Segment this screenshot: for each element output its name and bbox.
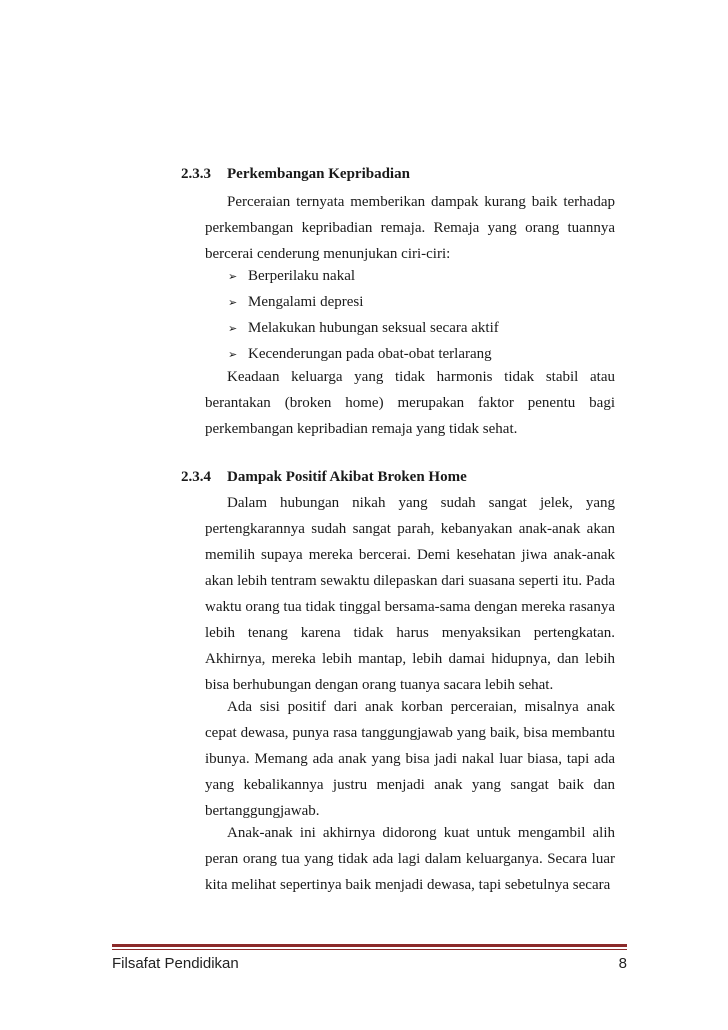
paragraph-intro <box>205 189 615 267</box>
section-number: 2.3.4 <box>181 469 211 485</box>
arrow-bullet-icon: ➢ <box>228 349 238 361</box>
arrow-bullet-icon: ➢ <box>228 271 238 283</box>
paragraph-intro-text: Perceraian ternyata memberikan dampak kurang baik terhadap perkembangan kepribadian remaja. Remaja yang orang tuannya bercerai cenderung menunjukan ciri-ciri: <box>205 194 615 262</box>
footer-title: Filsafat Pendidikan <box>112 955 239 972</box>
section-heading-2-3-3 <box>181 166 410 183</box>
footer-rule-thin <box>112 949 627 950</box>
list-item-label: Berperilaku nakal <box>248 268 356 284</box>
paragraph-3 <box>205 820 615 898</box>
paragraph-closing-text: Keadaan keluarga yang tidak harmonis tidak stabil atau berantakan (broken home) merupakan faktor penentu bagi perkembangan kepribadian remaja yang tidak sehat. <box>205 369 615 437</box>
footer-rule <box>112 944 627 947</box>
page-number: 8 <box>618 955 627 972</box>
list-item <box>228 289 499 315</box>
paragraph-closing <box>205 364 615 442</box>
section-number: 2.3.3 <box>181 166 211 182</box>
section-heading-2-3-4 <box>181 469 467 486</box>
paragraph-2 <box>205 694 615 824</box>
list-item-label: Melakukan hubungan seksual secara aktif <box>248 320 499 336</box>
bullet-list <box>228 263 499 367</box>
arrow-bullet-icon: ➢ <box>228 323 238 335</box>
list-item-label: Mengalami depresi <box>248 294 364 310</box>
arrow-bullet-icon: ➢ <box>228 297 238 309</box>
section-title: Dampak Positif Akibat Broken Home <box>227 469 467 485</box>
list-item <box>228 315 499 341</box>
paragraph-1-text: Dalam hubungan nikah yang sudah sangat jelek, yang pertengkarannya sudah sangat parah, kebanyakan anak-anak akan memilih supaya mereka bercerai. Demi kesehatan jiwa anak-anak akan lebih tentram sewaktu dilepaskan dari suasana seperti itu. Pada waktu orang tua tidak tinggal bersama-sama dengan mereka rasanya lebih tenang karena tidak harus menyaksikan pertengkatan. Akhirnya, mereka lebih mantap, lebih damai hidupnya, dan lebih bisa berhubungan dengan orang tuanya sacara lebih sehat. <box>205 495 615 693</box>
section-title: Perkembangan Kepribadian <box>227 166 410 182</box>
list-item-label: Kecenderungan pada obat-obat terlarang <box>248 346 492 362</box>
paragraph-1 <box>205 490 615 698</box>
list-item <box>228 263 499 289</box>
paragraph-2-text: Ada sisi positif dari anak korban perceraian, misalnya anak cepat dewasa, punya rasa tanggungjawab yang baik, bisa membantu ibunya. Memang ada anak yang bisa jadi nakal luar biasa, tapi ada yang kebalikannya justru menjadi anak yang sangat baik dan bertanggungjawab. <box>205 699 615 819</box>
paragraph-3-text: Anak-anak ini akhirnya didorong kuat untuk mengambil alih peran orang tua yang tidak ada lagi dalam keluarganya. Secara luar kita melihat sepertinya baik menjadi dewasa, tapi sebetulnya secara <box>205 825 615 893</box>
